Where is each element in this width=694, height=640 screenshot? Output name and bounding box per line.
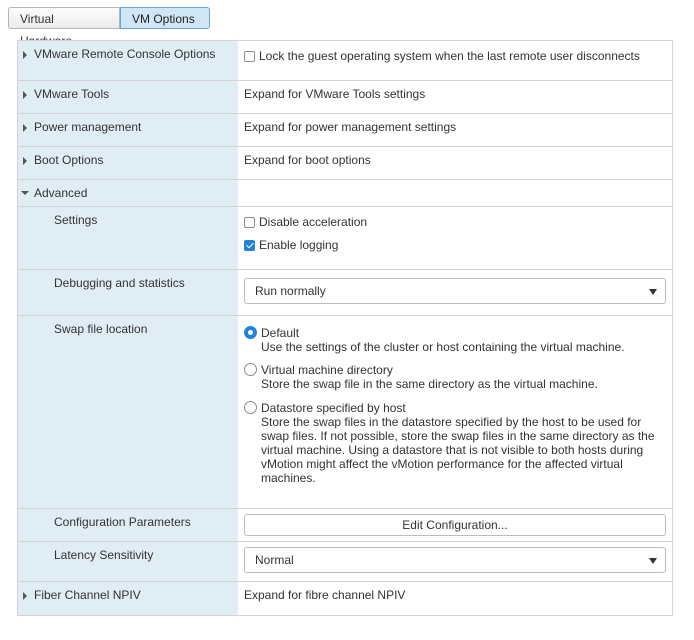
power-management-value: Expand for power management settings bbox=[244, 120, 457, 134]
row-label[interactable] bbox=[18, 582, 238, 615]
swap-option-title: Virtual machine directory bbox=[261, 363, 393, 377]
row-value bbox=[238, 270, 672, 315]
row-value bbox=[238, 207, 672, 269]
row-latency bbox=[18, 542, 672, 582]
debugging-selected-value: Run normally bbox=[255, 284, 326, 298]
boot-options-label: Boot Options bbox=[34, 153, 104, 167]
dropdown-caret-icon bbox=[649, 558, 657, 564]
latency-select[interactable] bbox=[244, 547, 666, 573]
row-value bbox=[238, 41, 672, 80]
remote-console-label: VMware Remote Console Options bbox=[34, 47, 216, 61]
expand-arrow-icon[interactable] bbox=[23, 124, 27, 132]
tab-vm-options[interactable]: VM Options bbox=[120, 7, 210, 29]
fiber-channel-value: Expand for fibre channel NPIV bbox=[244, 588, 406, 602]
swap-option-desc: Store the swap file in the same directory as the virtual machine. bbox=[261, 377, 598, 391]
edit-configuration-button[interactable]: Edit Configuration... bbox=[244, 514, 666, 536]
row-label[interactable] bbox=[18, 41, 238, 80]
advanced-label: Advanced bbox=[34, 186, 88, 200]
latency-label: Latency Sensitivity bbox=[54, 548, 154, 562]
radio-default[interactable] bbox=[244, 326, 257, 339]
lock-guest-label: Lock the guest operating system when the last remote user disconnects bbox=[259, 49, 640, 63]
configuration-label: Configuration Parameters bbox=[54, 515, 191, 529]
fiber-channel-label: Fiber Channel NPIV bbox=[34, 588, 141, 602]
row-label bbox=[18, 542, 238, 581]
tab-virtual-hardware[interactable]: Virtual bbox=[8, 7, 120, 29]
row-label bbox=[18, 316, 238, 508]
settings-label: Settings bbox=[54, 213, 98, 227]
swap-option-title: Datastore specified by host bbox=[261, 401, 406, 415]
enable-logging-label: Enable logging bbox=[259, 238, 339, 252]
swap-option-title: Default bbox=[261, 326, 300, 340]
row-debugging bbox=[18, 270, 672, 316]
radio-vm-directory[interactable] bbox=[244, 363, 257, 376]
swap-option-default[interactable] bbox=[244, 326, 666, 354]
row-value bbox=[238, 180, 672, 206]
row-label bbox=[18, 270, 238, 315]
expand-arrow-icon[interactable] bbox=[23, 51, 27, 59]
latency-selected-value: Normal bbox=[255, 553, 294, 567]
row-label[interactable] bbox=[18, 114, 238, 146]
expand-arrow-icon[interactable] bbox=[23, 91, 27, 99]
debugging-label: Debugging and statistics bbox=[54, 276, 185, 290]
row-value bbox=[238, 147, 672, 179]
row-value bbox=[238, 542, 672, 581]
row-configuration bbox=[18, 509, 672, 542]
swap-option-desc: Use the settings of the cluster or host containing the virtual machine. bbox=[261, 340, 625, 354]
row-swap-file bbox=[18, 316, 672, 509]
power-management-label: Power management bbox=[34, 120, 142, 134]
row-value bbox=[238, 81, 672, 113]
row-fiber-channel bbox=[18, 582, 672, 615]
lock-guest-checkbox[interactable] bbox=[244, 51, 255, 62]
boot-options-value: Expand for boot options bbox=[244, 153, 371, 167]
row-label[interactable] bbox=[18, 81, 238, 113]
row-vmware-tools bbox=[18, 81, 672, 114]
swap-option-datastore[interactable] bbox=[244, 401, 666, 485]
row-label bbox=[18, 509, 238, 541]
row-label bbox=[18, 207, 238, 269]
row-advanced bbox=[18, 180, 672, 207]
collapse-arrow-icon[interactable] bbox=[21, 191, 29, 195]
expand-arrow-icon[interactable] bbox=[23, 592, 27, 600]
tab-bar bbox=[8, 7, 210, 29]
disable-acceleration-checkbox[interactable] bbox=[244, 217, 255, 228]
row-label[interactable] bbox=[18, 147, 238, 179]
vmware-tools-value: Expand for VMware Tools settings bbox=[244, 87, 426, 101]
radio-datastore[interactable] bbox=[244, 401, 257, 414]
expand-arrow-icon[interactable] bbox=[23, 157, 27, 165]
disable-acceleration-label: Disable acceleration bbox=[259, 215, 368, 229]
debugging-select[interactable] bbox=[244, 278, 666, 304]
dropdown-caret-icon bbox=[649, 289, 657, 295]
swap-file-label: Swap file location bbox=[54, 322, 148, 336]
swap-option-desc: Store the swap files in the datastore specified by the host to be used for swap files. If not possible, store the swap files in the same directory as the virtual machine. Using a datastore that is not visible to both hosts during vMotion might affect the vMotion performance for the affected virtual machines. bbox=[261, 415, 655, 485]
vm-options-grid bbox=[17, 40, 673, 616]
row-power-management bbox=[18, 114, 672, 147]
row-settings bbox=[18, 207, 672, 270]
row-label[interactable] bbox=[18, 180, 238, 206]
row-boot-options bbox=[18, 147, 672, 180]
row-value bbox=[238, 316, 672, 508]
enable-logging-checkbox[interactable] bbox=[244, 240, 255, 251]
vmware-tools-label: VMware Tools bbox=[34, 87, 110, 101]
row-value bbox=[238, 509, 672, 541]
row-value bbox=[238, 114, 672, 146]
row-remote-console bbox=[18, 41, 672, 81]
swap-option-vm-directory[interactable] bbox=[244, 363, 666, 391]
row-value bbox=[238, 582, 672, 615]
